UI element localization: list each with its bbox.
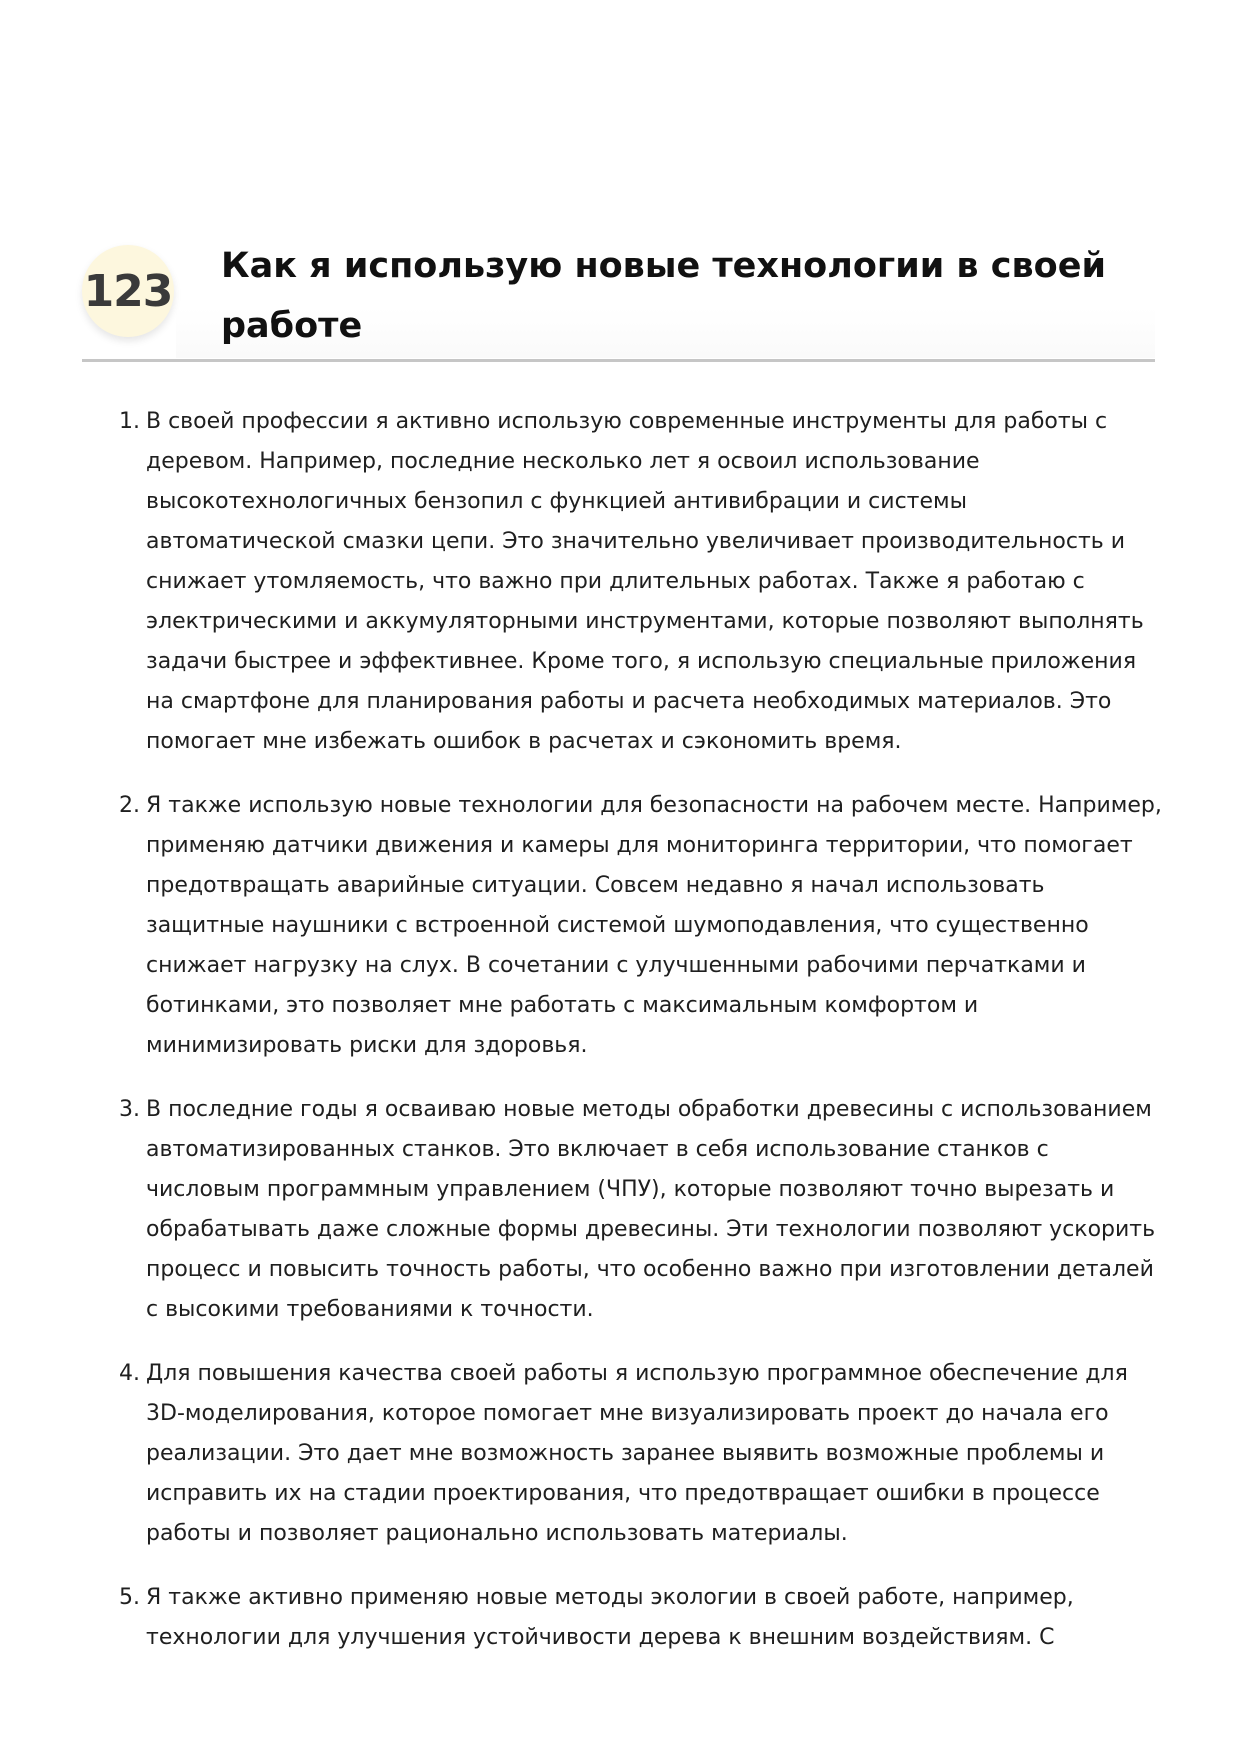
list-item [115,402,1163,762]
list-item-text: Я также активно применяю новые методы экологии в своей работе, например, технологии для улучшения устойчивости дерева к внешним воздействиям. С [146,1585,1074,1650]
list-item-text: В своей профессии я активно использую современные инструменты для работы с деревом. Например, последние несколько лет я освоил использование высокотехнологичных бензопил с функцией антивибрации и системы автоматической смазки цепи. Это значительно увеличивает производительность и снижает утомляемость, что важно при длительных работах. Также я работаю с электрическими и аккумуляторными инструментами, которые позволяют выполнять задачи быстрее и эффективнее. Кроме того, я использую специальные приложения на смартфоне для планирования работы и расчета необходимых материалов. Это помогает мне избежать ошибок в расчетах и сэкономить время. [146,409,1144,754]
numbered-list [115,402,1163,1682]
list-item-text: В последние годы я осваиваю новые методы обработки древесины с использованием автоматизированных станков. Это включает в себя использование станков с числовым программным управлением (ЧПУ), которые позволяют точно вырезать и обрабатывать даже сложные формы древесины. Эти технологии позволяют ускорить процесс и повысить точность работы, что особенно важно при изготовлении деталей с высокими требованиями к точности. [146,1097,1156,1322]
list-item-number: 2. [119,793,140,818]
list-item [115,786,1163,1066]
list-item-number: 4. [119,1361,140,1386]
list-item-text: Для повышения качества своей работы я использую программное обеспечение для 3D-моделирования, которое помогает мне визуализировать проект до начала его реализации. Это дает мне возможность заранее выявить возможные проблемы и исправить их на стадии проектирования, что предотвращает ошибки в процессе работы и позволяет рационально использовать материалы. [146,1361,1128,1546]
list-item [115,1354,1163,1554]
list-item-number: 5. [119,1585,140,1610]
list-item [115,1090,1163,1330]
list-item-text: Я также использую новые технологии для безопасности на рабочем месте. Например, применяю датчики движения и камеры для мониторинга территории, что помогает предотвращать аварийные ситуации. Совсем недавно я начал использовать защитные наушники с встроенной системой шумоподавления, что существенно снижает нагрузку на слух. В сочетании с улучшенными рабочими перчатками и ботинками, это позволяет мне работать с максимальным комфортом и минимизировать риски для здоровья. [146,793,1162,1058]
list-item-number: 1. [119,409,140,434]
section-number-badge: 123 [82,245,174,337]
list-item [115,1578,1163,1658]
list-item-number: 3. [119,1097,140,1122]
section-header [82,232,1155,362]
section-title: Как я использую новые технологии в своей работе [221,246,1106,346]
